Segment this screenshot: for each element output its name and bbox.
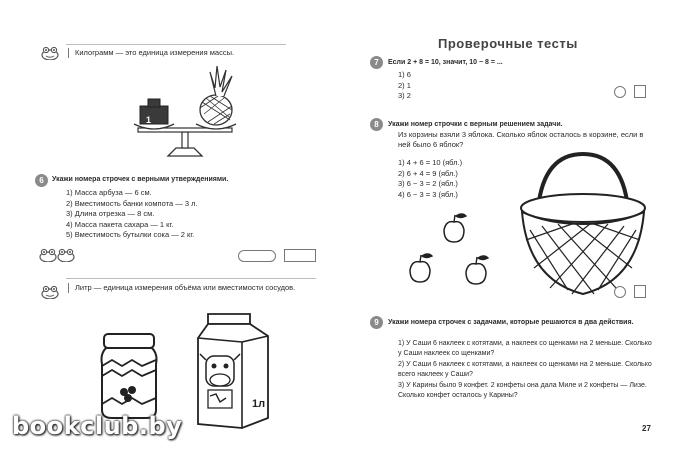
answer-box[interactable] [634,85,646,98]
frog-icon [38,248,58,262]
option[interactable]: 1) У Саши 6 наклеек с котятами, а наклеек со щенками на 2 меньше. Сколько у Саши наклеек со щенками? [398,340,652,357]
divider [66,278,316,279]
option[interactable]: 4) Масса пакета сахара — 1 кг. [66,219,174,229]
basket-illustration [508,150,658,300]
answer-box[interactable] [634,285,646,298]
option[interactable]: 2) У Саши 6 наклеек с котятами, а наклеек со щенками на 2 меньше. Сколько всего наклеек у Саши? [398,361,652,378]
option[interactable]: 3) Длина отрезка — 8 см. [66,209,155,218]
milk-carton-illustration [194,308,274,430]
page-number: 27 [642,424,651,433]
note-litre: Литр — единица измерения объёма или вместимости сосудов. [68,283,325,293]
task-number: 7 [370,56,383,69]
frog-icon [40,285,60,299]
option[interactable]: 2) Вместимость банки компота — 3 л. [66,198,198,208]
option[interactable]: 2) 6 + 4 = 9 (ябл.) [398,168,458,178]
answer-box[interactable] [238,250,276,262]
balance-scale-illustration [120,62,250,162]
right-page [350,0,700,458]
answer-circle[interactable] [614,86,626,98]
option[interactable]: 1) 6 [398,70,411,79]
option[interactable]: 2) 1 [398,80,411,90]
task9-options [398,339,654,400]
task7-options [398,70,411,102]
frog-icon [40,46,60,60]
task9-question: Укажи номера строчек с задачами, которые решаются в два действия. [388,319,634,326]
divider [66,44,286,45]
weight-label: 1 [146,115,152,125]
option[interactable]: 1) Масса арбуза — 6 см. [66,188,152,197]
note-kilogram: Килограмм — это единица измерения массы. [68,48,305,58]
task7-question: Если 2 + 8 = 10, значит, 10 − 8 = ... [388,59,503,66]
answer-box[interactable] [284,249,316,262]
page-title: Проверочные тесты [438,36,578,51]
task6-question: Укажи номера строчек с верными утверждениями. [52,176,229,183]
task-number: 6 [35,174,48,187]
option[interactable]: 1) 4 + 6 = 10 (ябл.) [398,158,463,167]
task8-problem: Из корзины взяли 3 яблока. Сколько яблок осталось в корзине, если в ней было 6 яблок? [398,130,644,149]
option[interactable]: 3) У Карины было 9 конфет. 2 конфеты она дала Миле и 2 конфеты — Лизе. Сколько конфет осталось у Карины? [398,382,647,399]
watermark: bookclub.by [12,412,183,440]
option[interactable]: 4) 6 − 3 = 3 (ябл.) [398,189,458,199]
task-number: 8 [370,118,383,131]
answer-circle[interactable] [614,286,626,298]
apples-illustration [406,210,516,300]
carton-volume-label: 1л [252,398,266,410]
option[interactable]: 3) 6 − 3 = 2 (ябл.) [398,179,458,188]
task8-options [398,158,462,200]
option[interactable]: 3) 2 [398,91,411,100]
task6-options [66,188,198,241]
option[interactable]: 5) Вместимость бутылки сока — 2 кг. [66,230,195,239]
jar-illustration [98,330,160,420]
task8-question: Укажи номер строчки с верным решением задачи. [388,121,563,128]
task-number: 9 [370,316,383,329]
frog-icon [56,248,76,262]
